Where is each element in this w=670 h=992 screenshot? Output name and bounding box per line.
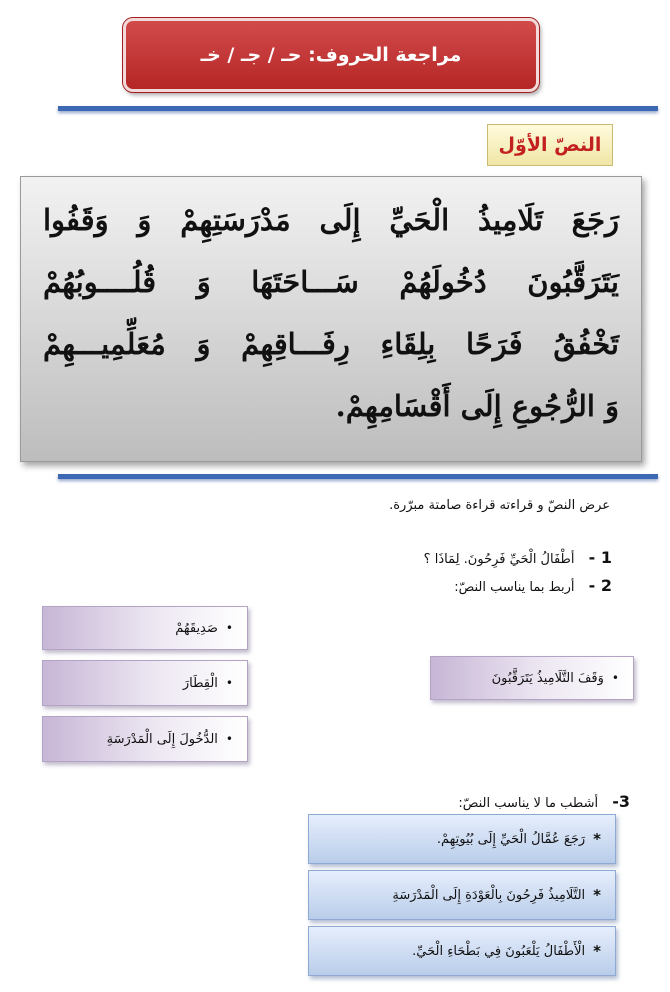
question-1	[52, 548, 612, 567]
question-text: أربط بما يناسب النصّ:	[454, 580, 575, 595]
divider	[58, 474, 658, 479]
star-icon: *	[593, 830, 601, 848]
match-option[interactable]	[42, 660, 248, 706]
question-number: 3-	[612, 792, 630, 811]
question-text: أشطب ما لا يناسب النصّ:	[458, 796, 599, 811]
match-prompt-text: وَقَفَ التَّلَامِيذُ يَتَرَقَّبُونَ	[491, 670, 604, 686]
star-icon: *	[593, 886, 601, 904]
bullet-icon: •	[225, 676, 233, 690]
question-number: 2 -	[588, 576, 612, 595]
star-icon: *	[593, 942, 601, 960]
passage-line: رَجَعَ تَلَامِيذُ الْحَيِّ إِلَى مَدْرَسَتِهِمْ وَ وَقَفُوا	[43, 203, 619, 237]
reading-passage	[20, 176, 642, 462]
strike-option[interactable]	[308, 814, 616, 864]
page-title: مراجعة الحروف: حـ / جـ / خـ	[123, 18, 539, 92]
question-3	[70, 792, 630, 811]
strike-option-text: رَجَعَ عُمَّالُ الْحَيِّ إِلَى بُيُوتِهِمْ.	[436, 831, 586, 847]
match-option[interactable]	[42, 716, 248, 762]
strike-option[interactable]	[308, 926, 616, 976]
strike-option-text: الْأَطْفَالُ يَلْعَبُونَ فِي بَطْحَاءِ الْحَيِّ.	[412, 943, 586, 959]
section-label: النصّ الأوّل	[487, 124, 613, 166]
passage-line: تَخْفُقُ فَرَحًا بِلِقَاءِ رِفَـــاقِهِمْ وَ مُعَلِّمِيـــهِمْ	[43, 327, 619, 361]
strike-option-text: التَّلَامِيذُ فَرِحُونَ بِالْعَوْدَةِ إِلَى الْمَدْرَسَةِ	[392, 887, 586, 903]
match-prompt[interactable]	[430, 656, 634, 700]
bullet-icon: •	[611, 671, 619, 685]
question-number: 1 -	[588, 548, 612, 567]
instruction-intro: عرض النصّ و قراءته قراءة صامتة مبرّرة.	[389, 498, 610, 513]
match-option-text: صَدِيقَهُمْ	[175, 620, 218, 636]
divider	[58, 106, 658, 111]
bullet-icon: •	[225, 621, 233, 635]
strike-option[interactable]	[308, 870, 616, 920]
match-option-text: الدُّخُولَ إِلَى الْمَدْرَسَةِ	[106, 731, 218, 747]
match-option[interactable]	[42, 606, 248, 650]
match-option-text: الْقِطَارَ	[182, 675, 218, 691]
passage-line: يَتَرَقَّبُونَ دُخُولَهُمْ سَـــاحَتَهَا وَ قُلُــــوبُهُمْ	[43, 265, 619, 299]
bullet-icon: •	[225, 732, 233, 746]
question-2	[52, 576, 612, 595]
passage-line: وَ الرُّجُوعِ إِلَى أَقْسَامِهِمْ.	[335, 389, 619, 423]
question-text: أطْفَالُ الْحَيِّ فَرِحُونَ. لِمَاذَا ؟	[423, 552, 575, 567]
